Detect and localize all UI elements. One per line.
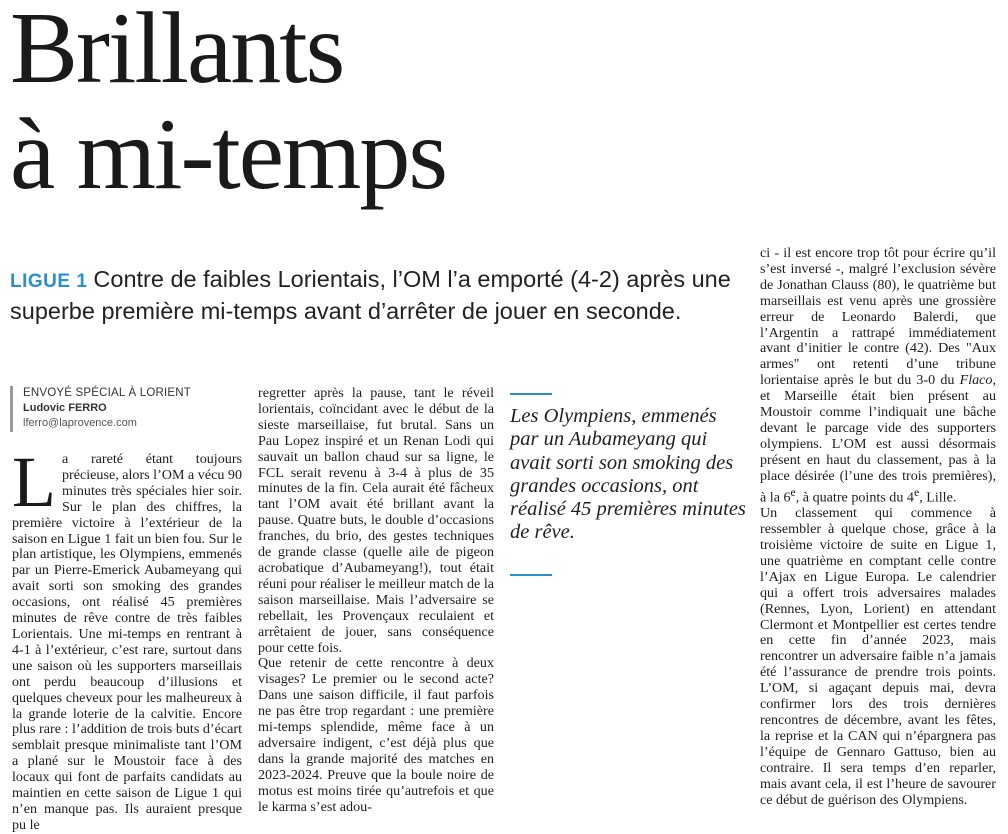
body-column-3 — [760, 246, 996, 814]
body-column-2 — [258, 386, 494, 814]
headline — [10, 0, 447, 211]
body-text: , et Marseille était bien présent au Moustoir comme l’indiquait une bâche devant le parcage vide des supporters olympiens. L’OM est aussi désormais présent en haut du classement, pas à la place désirée (l’une des trois premières), à la 6 — [760, 372, 996, 506]
pullquote-rule-bottom — [510, 574, 552, 576]
byline-role: ENVOYÉ SPÉCIAL À LORIENT — [23, 387, 191, 399]
pullquote-rule-top — [510, 393, 552, 395]
byline — [10, 386, 243, 432]
body-text: a rareté étant toujours précieuse, alors l’OM a vécu 90 minutes très spéciales hier soir. Sur le plan des chiffres, la première victoire à l’extérieur de la saison en Ligue 1 fait un bien fou. Sur le plan artistique, les Olympiens, emmenés par un Pierre-Emerick Aubameyang qui avait sorti son smoking des grandes occasions, ont réalisé 45 premières minutes de rêve contre de très faibles Lorientais. Une mi-temps en rentrant à 4-1 à l’extérieur, c’est rare, surtout dans une saison où les supporters marseillais ont perdu beaucoup d’illusions et quelques cheveux pour les malheureux à la grande loterie de la calvitie. Encore plus rare : l’addition de trois buts d’écart semblait presque minimaliste tant l’OM a plané sur le Moustoir face à des locaux qui font de parfaits candidats au maintien en cette saison de Ligue 1 qui n’en manque pas. Ils auraient presque pu le — [12, 451, 243, 833]
nickname-italic: Flaco — [959, 372, 993, 389]
pullquote: Les Olympiens, emmenés par un Aubameyang qui avait sorti son smoking des grandes occasions, ont réalisé 45 premières minutes de rêve. — [510, 405, 746, 544]
body-paragraph — [12, 442, 243, 834]
standfirst-text: Contre de faibles Lorientais, l’OM l’a emporté (4-2) après une superbe première mi-temps avant d’arrêter de jouer en seconde. — [10, 266, 731, 324]
body-text: ci - il est encore trop tôt pour écrire qu’il s’est inversé -, malgré l’exclusion sévère de Jonathan Clauss (80), le quatrième but marseillais est venu après une grossière erreur de Leonardo Balerdi, que l’Argentin a rattrapé immédiatement avant d’initier le contre (42). Des "Aux armes" ont retenti d’une tribune lorientaise après le but du 3-0 du — [760, 245, 996, 389]
ordinal-sup: e — [790, 485, 796, 499]
body-text: , Lille. — [919, 489, 957, 506]
byline-author: Ludovic FERRO — [23, 402, 107, 414]
body-paragraph: Un classement qui commence à ressembler à quelque chose, grâce à la troisième victoire de suite en Ligue 1, une quatrième en comptant celle contre l’Ajax en Ligue Europa. Le calendrier qui a offert trois adversaires malades (Rennes, Lyon, Lorient) en attendant Clermont et Montpellier est certes tendre en cette fin d’année 2023, mais rencontrer un adversaire faible n’a jamais été l’assurance de prendre trois points. L’OM, si agaçant depuis mai, devra confirmer lors des trois dernières rencontres de décembre, avant les fêtes, la reprise et la CAN qui n’épargnera pas l’équipe de Gennaro Gattuso, bien au contraire. Il sera temps d’en reparler, mais avant cela, il est l’heure de savourer ce début de guérison des Olympiens. — [760, 505, 996, 808]
body-column-1 — [12, 442, 243, 833]
body-paragraph — [760, 246, 996, 506]
headline-line-2: à mi-temps — [10, 98, 447, 211]
standfirst — [10, 265, 750, 325]
drop-cap: L — [12, 442, 56, 522]
section-kicker: LIGUE 1 — [10, 271, 88, 292]
body-paragraph: regretter après la pause, tant le réveil lorientais, coïncidant avec le début de la sieste marseillaise, fut brutal. Sans un Pau Lopez inspiré et un Renan Lodi qui sauvait un ballon chaud sur sa ligne, le FCL serait revenu à 3-4 à plus de 35 minutes de la fin. Cela aurait été fâcheux tant l’OM avait été brillant avant la pause. Quatre buts, le double d’occasions franches, du brio, des gestes techniques de grande classe (quelle aile de pigeon acrobatique d’Aubameyang!), tout était réuni pour réaliser le meilleur match de la saison marseillaise. Mais l’adversaire se rebellait, les Provençaux reculaient et arrêtaient de jouer, sans conséquence pour cette fois. — [258, 385, 494, 656]
body-text: , à quatre points du 4 — [795, 489, 914, 506]
ordinal-sup: e — [913, 485, 920, 499]
body-paragraph: Que retenir de cette rencontre à deux visages? Le premier ou le second acte? Dans une saison difficile, il faut parfois ne pas être trop regardant : une première mi-temps splendide, même face à un adversaire indigent, c’est déjà plus que dans la grande majorité des matches en 2023-2024. Preuve que la boule noire de motus est moins tirée qu’autrefois et que le karma s’est adou- — [258, 655, 494, 815]
byline-email: lferro@laprovence.com — [23, 417, 137, 429]
headline-line-1: Brillants — [10, 0, 344, 105]
